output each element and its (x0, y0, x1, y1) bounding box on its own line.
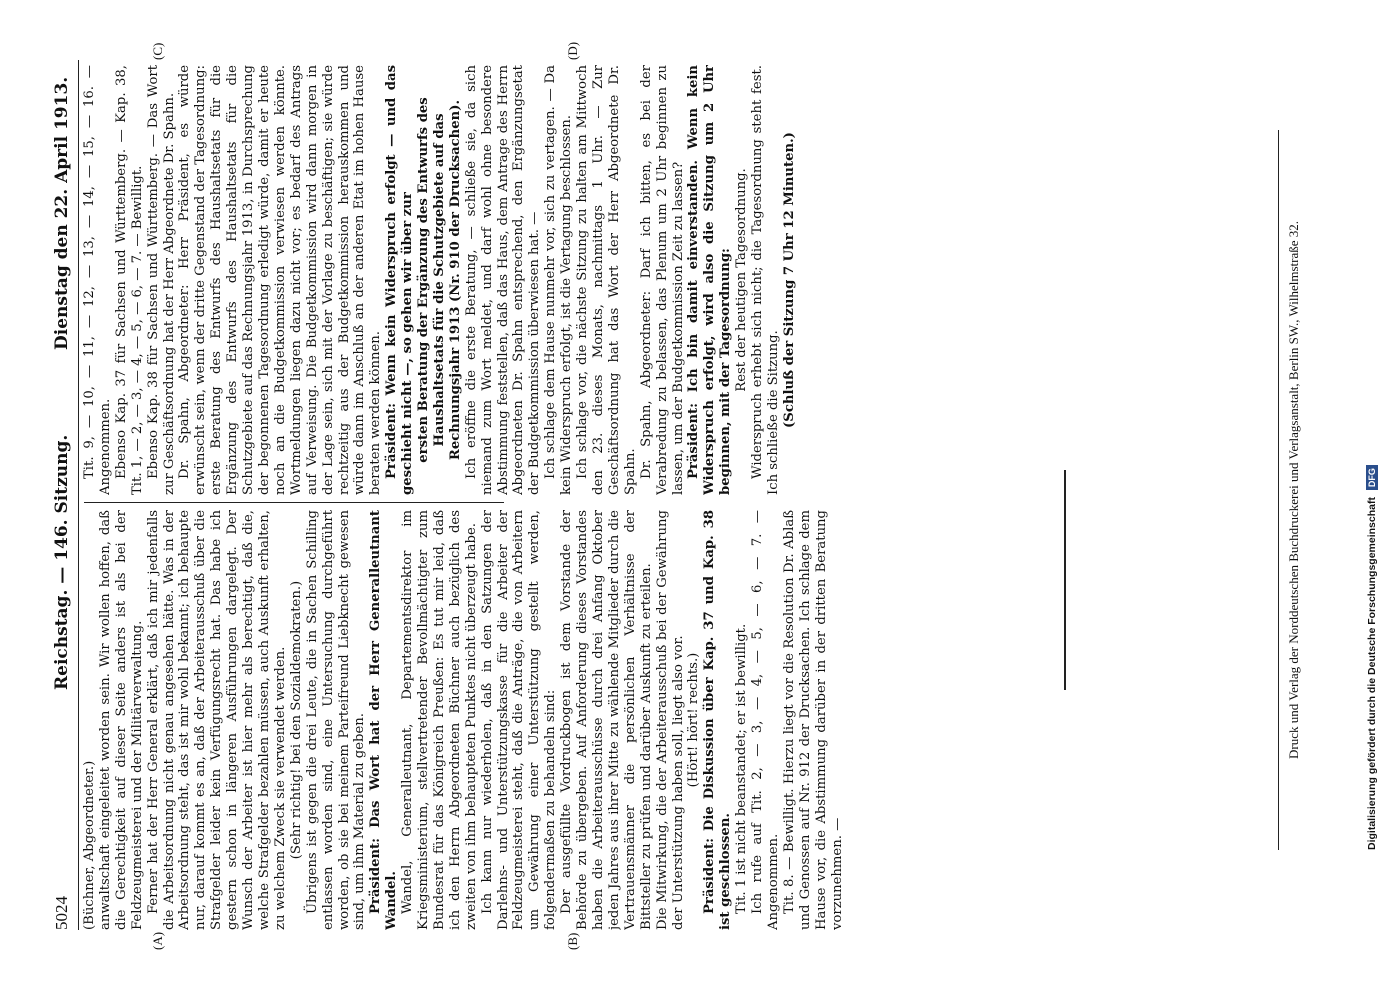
speech-spahn: Dr. Spahn, Abgeordneter: Darf ich bitten, es bei der Verabredung zu belassen, das Plenum um 2 Uhr beginnen zu lassen, um der Budgetkommission Zeit zu lassen? (638, 65, 686, 495)
agenda-item: Rest der heutigen Tagesordnung. (734, 168, 750, 392)
digitization-text: Digitalisierung gefördert durch die Deutsche Forschungsgemeinschaft (1366, 497, 1378, 850)
session-end: (Schluß der Sitzung 7 Uhr 12 Minuten.) (781, 132, 797, 428)
margin-mark-a: (A) (150, 931, 165, 950)
paragraph: Ebenso Kap. 37 für Sachsen und Württemberg. — Kap. 38, Tit. 1, — 2, — 3, — 4, — 5, — 6, — 7. — Bewilligt. (113, 65, 145, 495)
left-column (82, 510, 962, 930)
page-number: 5024 (52, 896, 71, 930)
section-rule (1064, 470, 1066, 690)
header-left-title: Reichstag. — 146. Sitzung. (52, 434, 72, 690)
margin-mark-c: (C) (150, 42, 165, 60)
paragraph: Widerspruch erhebt sich nicht; die Tagesordnung steht fest. Ich schließe die Sitzung. (750, 65, 781, 495)
header-right-title: Dienstag den 22. April 1913. (52, 76, 72, 350)
dfg-logo: DFG (1366, 465, 1378, 490)
margin-mark-b: (B) (565, 932, 580, 950)
digitization-note (1366, 0, 1378, 850)
president-remark: Präsident: Das Wort hat der Herr Generalleutnant Wandel. (368, 510, 400, 930)
margin-mark-d: (D) (565, 41, 580, 60)
paragraph: Ich schlage vor, die nächste Sitzung zu halten am Mittwoch den 23. dieses Monats, nachmittags 1 Uhr. — Zur Geschäftsordnung hat das Wort der Herr Abgeordnete Dr. Spahn. (575, 65, 638, 495)
paragraph: anwaltschaft eingeleitet worden sein. Wir wollen hoffen, daß die Gerechtigkeit auf dieser Seite anders ist als bei der Feldzeugmeisterei und der Militärverwaltung. (97, 510, 145, 930)
paragraph: Ferner hat der Herr General erklärt, daß ich mir jedenfalls die Arbeitsordnung nicht genau angesehen hätte. Was in der Arbeitsordnung steht, das ist mir wohl bekannt; ich behaupte nur, darauf kommt es an, daß der Arbeiterausschuß über die Strafgelder leider kein Verfügungsrecht hat. Das habe ich gestern schon in längeren Ausführungen dargelegt. Der Wunsch der Arbeiter ist hier mehr als berechtigt, daß die, welche Strafgelder bezahlen müssen, auch Auskunft erhalten, zu welchem Zweck sie verwendet werden. (145, 510, 288, 930)
paragraph: Tit. 8. — Bewilligt. Hierzu liegt vor die Resolution Dr. Ablaß und Genossen auf Nr. 912 der Drucksachen. Ich schlage dem Hause vor, die Abstimmung darüber in der dritten Beratung vorzunehmen. — (781, 510, 845, 930)
paragraph: Übrigens ist gegen die drei Leute, die in Sachen Schilling entlassen worden sind, eine Untersuchung durchgeführt worden, ob sie bei meinem Parteifreund Liebknecht gewesen sind, um ihm Material zu geben. (304, 510, 368, 930)
paragraph: Ich kann nur wiederholen, daß in den Satzungen der Darlehns- und Unterstützungskasse für die Arbeiter der Feldzeugmeisterei steht, daß die Anträge, die von Arbeitern um Gewährung einer Unterstützung gestellt werden, folgendermaßen zu behandeln sind: (479, 510, 559, 930)
interjection: (Sehr richtig! bei den Sozialdemokraten.) (288, 580, 304, 860)
paragraph: Ich schlage dem Hause nunmehr vor, sich zu vertagen. — Da kein Widerspruch erfolgt, ist die Vertagung beschlossen. (543, 65, 575, 495)
speech-wandel: Wandel, Generalleutnant, Departementsdirektor im Kriegsministerium, stellvertretender Bevollmächtigter zum Bundesrat für das Königreich Preußen: Es tut mir leid, daß ich den Herrn Abgeordneten Büchner auch bezüglich des zweiten von ihm behaupteten Punktes nicht überzeugt habe. (400, 510, 479, 930)
page-header (52, 60, 74, 930)
footer-rule (1278, 130, 1279, 850)
paragraph: Tit. 1 ist nicht beanstandet; er ist bewilligt. (734, 623, 750, 914)
paragraph: Tit. 9, — 10, — 11, — 12, — 13, — 14, — 15, — 16. — Angenommen. (82, 65, 113, 495)
interjection: (Hört! hört! rechts.) (686, 652, 702, 788)
paragraph: Ich eröffne die erste Beratung, — schließe sie, da sich niemand zum Wort meldet, und darf wohl ohne besondere Abstimmung feststellen, daß das Haus, dem Antrage des Herrn Abgeordneten Dr. Spahn entsprechend, den Ergänzungsetat der Budgetkommission überwiesen hat. — (463, 65, 543, 495)
president-remark: Präsident: Wenn kein Widerspruch erfolgt — und das geschieht nicht —, so gehen wir über zur (384, 65, 416, 495)
president-remark: Präsident: Die Diskussion über Kap. 37 und Kap. 38 ist geschlossen. (702, 510, 734, 930)
column-divider (84, 502, 504, 503)
speaker-note: (Büchner, Abgeordneter.) (82, 760, 97, 930)
president-remark: Präsident: Ich bin damit einverstanden. Wenn kein Widerspruch erfolgt, wird also die Sitzung um 2 Uhr beginnen, mit der Tagesordnung: (686, 65, 734, 495)
agenda-item: ersten Beratung der Ergänzung des Entwurfs des Haushaltsetats für die Schutzgebiete auf das Rechnungsjahr 1913 (Nr. 910 der Drucksachen). (416, 97, 463, 463)
speech-spahn: Dr. Spahn, Abgeordneter: Herr Präsident, es würde erwünscht sein, wenn der dritte Gegenstand der Tagesordnung: erste Beratung des Entwurfs des Haushaltsetats für die Ergänzung des Entwurfs des Haushaltsetats für die Schutzgebiete auf das Rechnungsjahr 1913, in Durchsprechung der begonnenen Tagesordnung erledigt würde, damit er heute noch an die Budgetkommission verwiesen werden könnte. Wortmeldungen liegen dazu nicht vor; es bedarf des Antrags auf Verweisung. Die Budgetkommission wird dann morgen in der Lage sein, sich mit der Vorlage zu beschäftigen; sie würde rechtzeitig aus der Budgetkommission herauskommen und würde dann im Anschluß an der anderen Etat im hohen Hause beraten werden können. (177, 65, 384, 495)
paragraph: Die Mitwirkung, die der Arbeiterausschuß bei der Gewährung der Unterstützung haben soll, liegt also vor. (654, 510, 686, 930)
right-column (82, 65, 962, 495)
paragraph: Ich rufe auf Tit. 2, — 3, — 4, — 5, — 6, — 7. — Angenommen. (750, 510, 781, 930)
paragraph: Ebenso Kap. 38 für Sachsen und Württemberg. — Das Wort zur Geschäftsordnung hat der Herr Abgeordnete Dr. Spahn. (145, 65, 177, 495)
printer-imprint: Druck und Verlag der Norddeutschen Buchdruckerei und Verlagsanstalt, Berlin SW., Wilhelmstraße 32. (1286, 221, 1301, 760)
header-rule (78, 60, 79, 930)
quoted-statute: Der ausgefüllte Vordruckbogen ist dem Vorstande der Behörde zu übergeben. Auf Anforderung dieses Vorstandes haben die Arbeiterausschüsse durch drei Anfang Oktober jeden Jahres aus ihrer Mitte zu wählende Mitglieder durch die Vertrauensmänner die persönlichen Verhältnisse der Bittsteller zu prüfen und darüber Auskunft zu erteilen. (559, 510, 654, 930)
